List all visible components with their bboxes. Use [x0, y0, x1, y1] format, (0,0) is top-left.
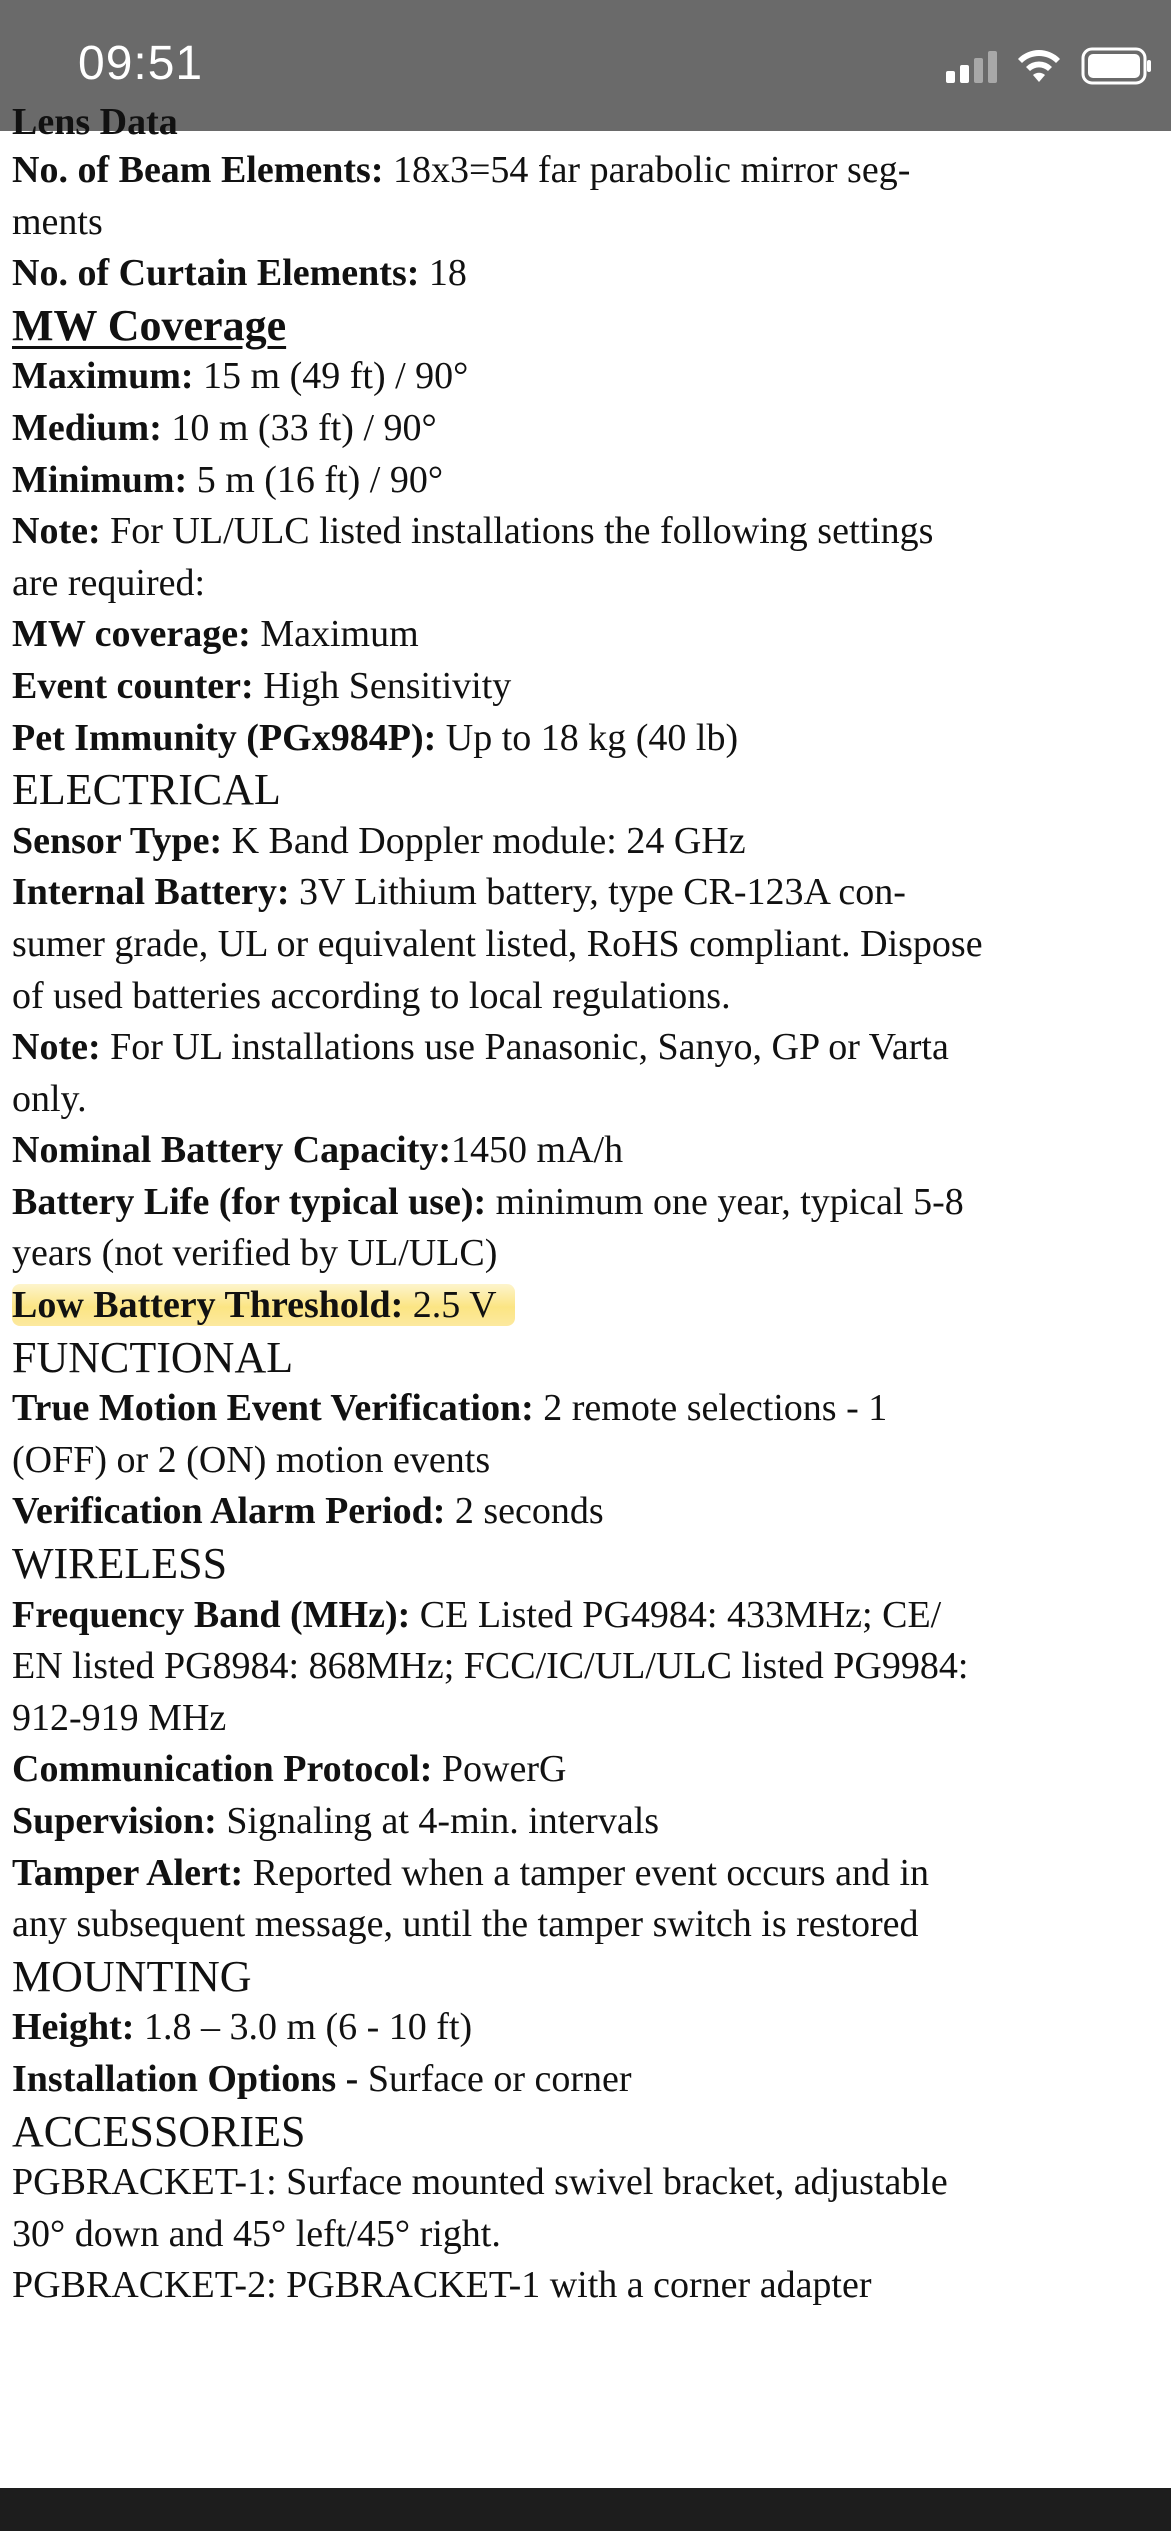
tamper-row: [12, 1848, 1162, 1900]
pet-immunity-row: [12, 713, 1162, 765]
mounting-heading: MOUNTING: [12, 1951, 252, 2001]
event-counter-value: High Sensitivity: [253, 664, 512, 707]
event-counter-label: Event counter:: [12, 664, 254, 707]
highlight-marker: [12, 1284, 515, 1326]
pet-immunity-value: Up to 18 kg (40 lb): [436, 716, 739, 759]
low-battery-value: 2.5 V: [403, 1284, 497, 1327]
battery-life-label: Battery Life (for typical use):: [12, 1180, 487, 1223]
beam-elements-label: No. of Beam Elements:: [12, 149, 384, 191]
note-batteries-cont: only.: [12, 1077, 87, 1120]
cellular-signal-icon: [946, 49, 997, 83]
beam-elements-value: 18x3=54 far parabolic mirror seg-: [383, 149, 911, 191]
spec-sheet: [12, 101, 1162, 2312]
height-label: Height:: [12, 2006, 135, 2049]
nominal-capacity-label: Nominal Battery Capacity:: [12, 1129, 452, 1172]
mw-coverage-row: [12, 609, 1162, 661]
beam-elements-row: [12, 145, 1162, 197]
note-ul-label: Note:: [12, 510, 101, 553]
supervision-row: [12, 1796, 1162, 1848]
medium-row: [12, 403, 1162, 455]
frequency-band-cont-2: 912-919 MHz: [12, 1696, 227, 1739]
note-ul-value: For UL/ULC listed installations the following settings: [100, 510, 934, 553]
true-motion-value: 2 remote selections - 1: [533, 1387, 888, 1430]
tamper-cont: any subsequent message, until the tamper switch is restored: [12, 1903, 919, 1946]
installation-row: [12, 2054, 1162, 2106]
minimum-row: [12, 455, 1162, 507]
tamper-value: Reported when a tamper event occurs and in: [243, 1851, 929, 1894]
mw-coverage-value: Maximum: [250, 613, 419, 656]
battery-icon: [1081, 47, 1153, 85]
bracket-2-row: PGBRACKET-2: PGBRACKET-1 with a corner adapter: [12, 2264, 872, 2307]
supervision-label: Supervision:: [12, 1800, 217, 1842]
installation-value: Surface or corner: [358, 2057, 632, 2100]
verification-period-value: 2 seconds: [445, 1490, 604, 1533]
frequency-band-cont-1: EN listed PG8984: 868MHz; FCC/IC/UL/ULC listed PG9984:: [12, 1645, 969, 1688]
maximum-value: 15 m (49 ft) / 90°: [193, 355, 469, 398]
frequency-band-label: Frequency Band (MHz):: [12, 1593, 411, 1636]
battery-life-cont: years (not verified by UL/ULC): [12, 1232, 498, 1275]
bracket-1-row: PGBRACKET-1: Surface mounted swivel bracket, adjustable: [12, 2161, 948, 2204]
pet-immunity-label: Pet Immunity (PGx984P):: [12, 716, 437, 759]
low-battery-row: [12, 1280, 1162, 1332]
note-batteries-label: Note:: [12, 1026, 101, 1069]
functional-heading: FUNCTIONAL: [12, 1332, 294, 1382]
frequency-band-value: CE Listed PG4984: 433MHz; CE/: [410, 1593, 942, 1636]
sensor-type-label: Sensor Type:: [12, 819, 223, 862]
minimum-label: Minimum:: [12, 458, 188, 501]
internal-battery-cont-1: sumer grade, UL or equivalent listed, RoHS compliant. Dispose: [12, 922, 983, 965]
internal-battery-label: Internal Battery:: [12, 871, 290, 914]
status-icons: [946, 46, 1153, 86]
installation-label: Installation Options -: [12, 2057, 359, 2100]
note-batteries-row: [12, 1022, 1162, 1074]
verification-period-row: [12, 1486, 1162, 1538]
wifi-icon: [1015, 48, 1063, 84]
note-ul-cont: are required:: [12, 561, 206, 604]
battery-life-value: minimum one year, typical 5-8: [486, 1180, 964, 1223]
tamper-label: Tamper Alert:: [12, 1851, 244, 1894]
curtain-elements-row: [12, 248, 1162, 300]
curtain-elements-label: No. of Curtain Elements:: [12, 252, 420, 295]
internal-battery-value: 3V Lithium battery, type CR-123A con-: [289, 871, 906, 914]
battery-life-row: [12, 1177, 1162, 1229]
bottom-bar: [0, 2488, 1171, 2531]
height-row: [12, 2002, 1162, 2054]
mw-coverage-heading: MW Coverage: [12, 300, 287, 350]
height-value: 1.8 – 3.0 m (6 - 10 ft): [134, 2006, 473, 2049]
accessories-heading: ACCESSORIES: [12, 2106, 306, 2156]
medium-label: Medium:: [12, 406, 162, 449]
nominal-capacity-row: [12, 1125, 1162, 1177]
maximum-row: [12, 351, 1162, 403]
note-batteries-value: For UL installations use Panasonic, Sanyo, GP or Varta: [100, 1026, 949, 1069]
note-ul-row: [12, 506, 1162, 558]
event-counter-row: [12, 661, 1162, 713]
frequency-band-row: [12, 1590, 1162, 1642]
supervision-value: Signaling at 4-min. intervals: [216, 1800, 660, 1842]
wireless-heading: WIRELESS: [12, 1539, 228, 1589]
electrical-heading: ELECTRICAL: [12, 765, 281, 815]
sensor-type-value: K Band Doppler module: 24 GHz: [222, 819, 746, 862]
true-motion-row: [12, 1383, 1162, 1435]
internal-battery-cont-2: of used batteries according to local regulations.: [12, 974, 731, 1017]
protocol-value: PowerG: [432, 1748, 567, 1791]
status-time: 09:51: [78, 37, 204, 90]
protocol-label: Communication Protocol:: [12, 1748, 433, 1791]
bracket-1-cont: 30° down and 45° left/45° right.: [12, 2212, 501, 2255]
true-motion-label: True Motion Event Verification:: [12, 1387, 534, 1430]
medium-value: 10 m (33 ft) / 90°: [161, 406, 437, 449]
verification-period-label: Verification Alarm Period:: [12, 1490, 446, 1533]
cut-off-line: Lens Data: [12, 101, 178, 143]
beam-elements-cont: ments: [12, 200, 103, 243]
nominal-capacity-value: 1450 mA/h: [451, 1129, 624, 1172]
protocol-row: [12, 1744, 1162, 1796]
low-battery-label: Low Battery Threshold:: [12, 1284, 404, 1327]
true-motion-cont: (OFF) or 2 (ON) motion events: [12, 1438, 491, 1481]
curtain-elements-value: 18: [419, 252, 467, 295]
sensor-type-row: [12, 816, 1162, 868]
mw-coverage-label: MW coverage:: [12, 613, 251, 656]
minimum-value: 5 m (16 ft) / 90°: [187, 458, 444, 501]
maximum-label: Maximum:: [12, 355, 194, 398]
internal-battery-row: [12, 867, 1162, 919]
